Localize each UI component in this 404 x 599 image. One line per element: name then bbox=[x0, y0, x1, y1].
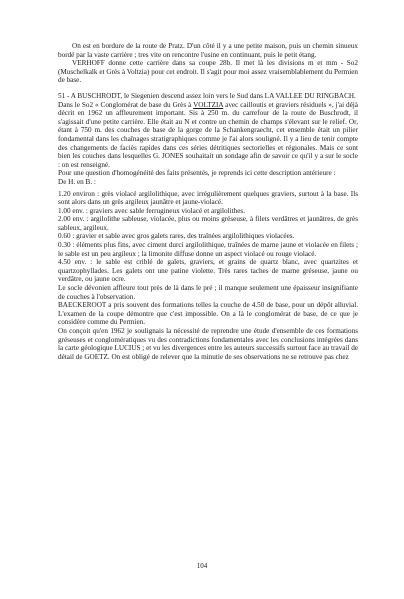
page-body bbox=[58, 42, 358, 361]
page-number: 104 bbox=[196, 562, 208, 570]
conglomerat-text-start: Dans le So2 « Conglomérat de base du Grès à bbox=[58, 100, 194, 109]
paragraph-socle-devonien: Le socle dévonien affleure tout près de là dans le pré ; il manque seulement une épaisseur insignifiante de couches à l'observation. bbox=[58, 284, 358, 301]
layer-item-4: 0.60 : gravier et sable avec gros galets rares, des traînées argilolithiques violacées. bbox=[58, 232, 295, 241]
paragraph-conglomerat bbox=[58, 101, 358, 170]
paragraph-description-anterieure: Pour une question d'homogénéité des faits présentés, je reprends ici cette description antérieure : bbox=[58, 169, 336, 178]
conglomerat-text-rest: avec cailloutis et graviers résiduels », j'ai déjà décrit en 1962 un affleurement important. Sis à 250 m. du carrefour de la route de Buschrodt, il s'agissait d'une petite carrière. Elle était au N et contre un chemin de champs s'élevant sur le relief. Or, étant à 750 m. des couches de base de la gorge de la Schankengraecht, cet ensemble était un pilier fondamental dans les chaînages stratigraphiques comme je l'ai alors souligné. Il y a lieu de tenir compte des changements de faciès rapides dans ces séries détritiques sectorielles et régionales. Mais ce sont bien les couches dans lesquelles G. JONES souhaitait un sondage afin de savoir ce qu'il y a sur le socle : on est renseigné. bbox=[58, 100, 358, 169]
layer-item-1: 1.20 environ : grès violacé argilolithique, avec irrégulièrement quelques graviers, surtout à la base. Ils sont alors dans un grès argileux jaunâtre et jaune-violacé. bbox=[58, 189, 358, 207]
paragraph-de-h-en-b: De H. en B. : bbox=[58, 177, 96, 186]
layer-item-2: 1.00 env. : graviers avec sable ferrugineux violacé et argilolithes. bbox=[58, 206, 246, 215]
voltzia-underlined: VOLTZIA bbox=[193, 100, 224, 109]
section-heading-buschrodt: 51 - A BUSCHRODT, le Siegenien descend assez loin vers le Sud dans LA VALLEE DU RINGBACH. bbox=[58, 91, 356, 100]
paragraph-route-pratz: On est en bordure de la route de Pratz. D'un côté il y a une petite maison, puis un chemin sinueux bordé par la vaste carrière ; tres vite on rencontre l'usine en continuant, puis le petit étang. bbox=[58, 42, 358, 59]
layer-item-5: 0.30 : éléments plus fins, avec ciment durci argilolithique, traînées de marne jaune et violacée en filets ; le sable est un peu argileux ; la limonite diffuse donne un aspect violacé ou rouge violacé. bbox=[58, 241, 358, 258]
layer-item-6: 4.50 env. : le sable est criblé de galets, graviers, et grains de quartz blanc, avec quartzites et quartzophyllades. Les galets ont une patine violette. Très rares taches de marne gréseuse, jaune ou verdâtre, ou jaune ocre. bbox=[58, 258, 358, 284]
paragraph-verhoff: VERHOFF donne cette carrière dans sa coupe 28b. Il met là les divisions m et mm - So2 (Muschelkalk et Grès à Voltzia) pour cet endroit. Il s'agit pour moi assez vraisemblablement du Permien de base. bbox=[58, 59, 358, 85]
paragraph-etude-ensemble: On conçoit qu'en 1962 je soulignais la nécessité de reprendre une étude d'ensemble de ces formations gréseuses et conglomératiques vu des contradictions fondamentales avec les conclusions intégrées dans la carte géologique LUCIUS ; et vu les divergences entre les auteurs successifs surtout face au travail de détail de GOETZ. On est obligé de relever que la minutie de ses observations ne se retrouve pas chez bbox=[58, 327, 358, 361]
paragraph-baeckeroot: BAECKEROOT a pris souvent des formations telles la couche de 4.50 de base, pour un dépôt alluvial. L'examen de la coupe démontre que c'est impossible. On a là le conglomérat de base, de ce que je considère comme du Permien. bbox=[58, 301, 358, 327]
layer-item-3: 2.00 env. : argilolithe sableuse, violacée, plus ou moins gréseuse, à filets verdâtres et jaunâtres, de grès sableux, argileux. bbox=[58, 215, 358, 232]
